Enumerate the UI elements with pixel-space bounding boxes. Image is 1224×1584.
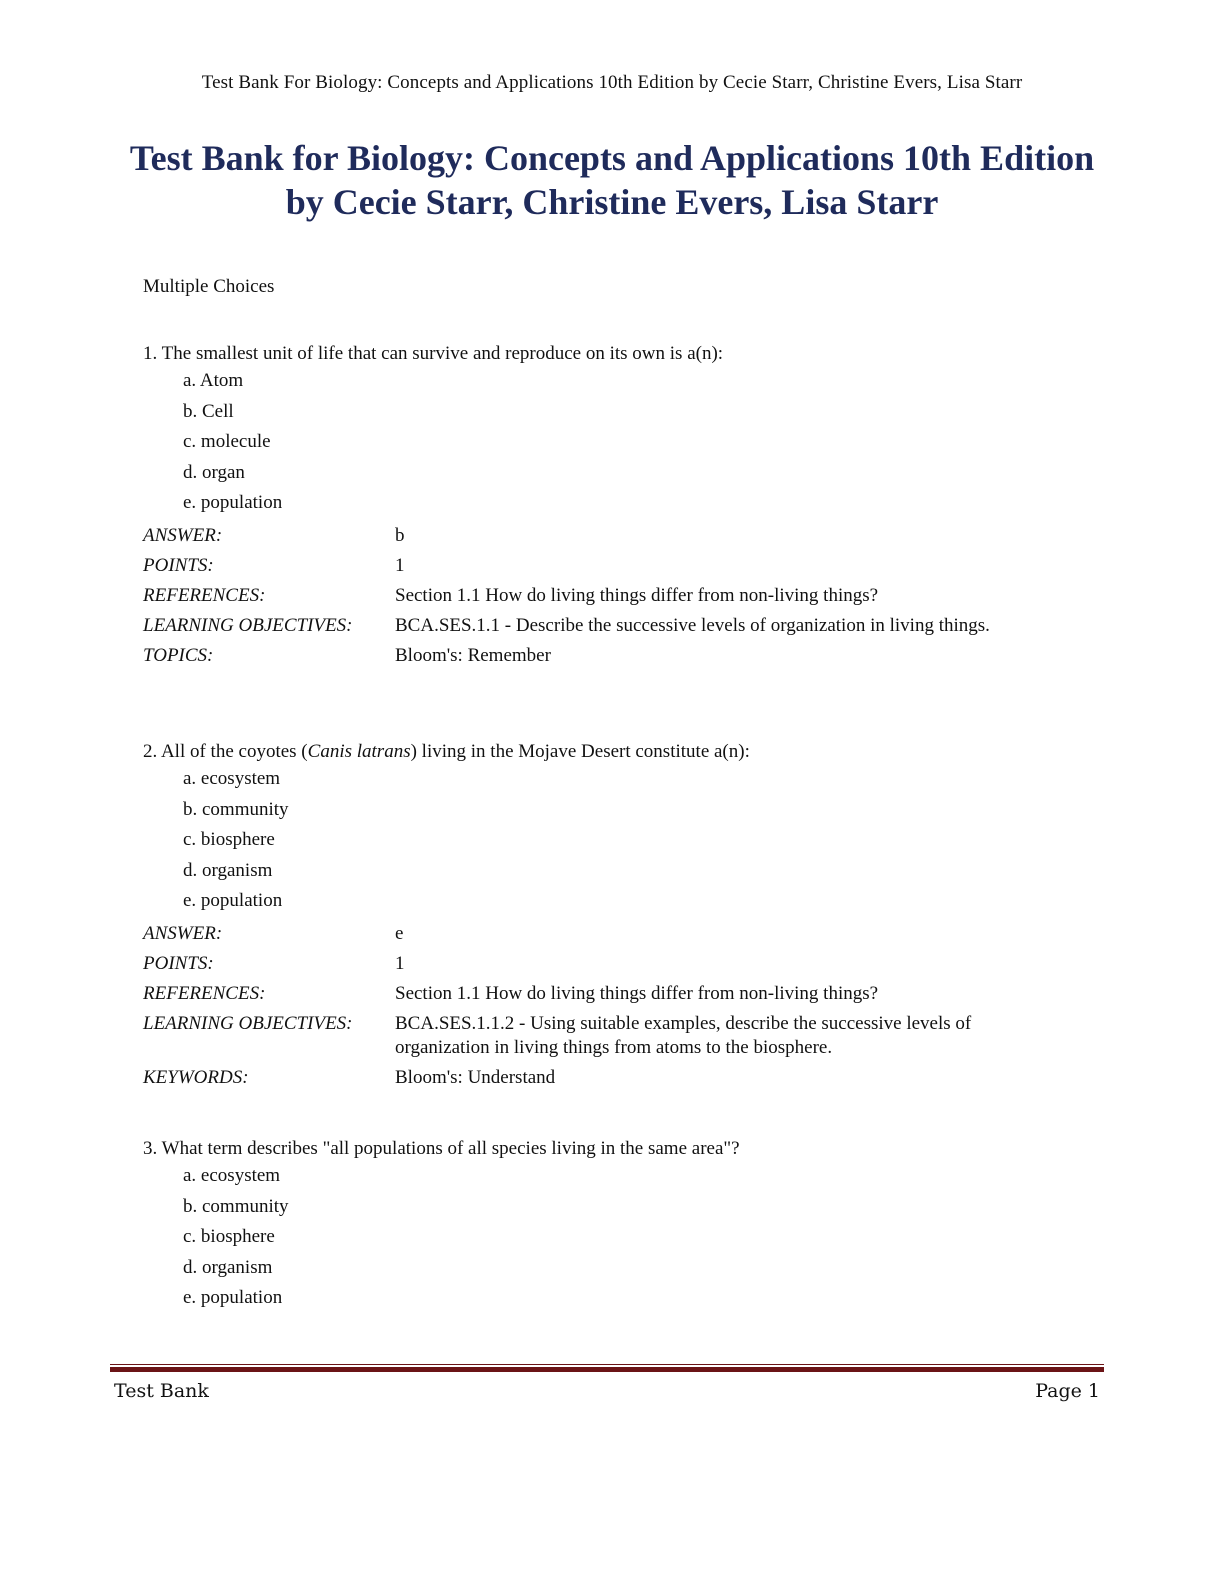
running-header: Test Bank For Biology: Concepts and Applications 10th Edition by Cecie Starr, Christine Evers, Lisa Starr [201,72,1023,93]
page-footer [114,1380,1100,1402]
meta-value: 1 [395,952,405,974]
question-stem: 3. What term describes "all populations of all species living in the same area"? [143,1138,740,1159]
meta-row-answer [143,922,1065,946]
choice-c: c. biosphere [183,1226,275,1248]
meta-row-keywords [143,1060,1065,1090]
species-name: Canis latrans [307,741,411,762]
footer-divider-thick [110,1367,1104,1372]
question-stem: 1. The smallest unit of life that can survive and reproduce on its own is a(n): [143,343,724,364]
choice-d: d. organism [183,1256,273,1278]
meta-label: LEARNING OBJECTIVES: [143,1012,353,1034]
meta-value: Bloom's: Understand [395,1066,556,1088]
meta-row-learning-objectives [143,1006,1065,1060]
meta-row-references [143,976,1065,1006]
meta-label: TOPICS: [143,644,214,666]
question-metadata [143,922,1065,1090]
meta-value: b [395,524,405,546]
choice-b: b. community [183,798,289,820]
choice-b: b. community [183,1195,289,1217]
footer-divider [110,1364,1104,1372]
meta-value: BCA.SES.1.1.2 - Using suitable examples, describe the successive levels of organization in living things from atoms to the biosphere. [395,1012,972,1058]
section-heading: Multiple Choices [143,276,275,297]
meta-row-points [143,548,1065,578]
meta-row-references [143,578,1065,608]
meta-label: ANSWER: [143,922,223,944]
choice-a: a. Atom [183,370,244,391]
document-title [60,136,1164,224]
meta-value: 1 [395,554,405,576]
meta-label: KEYWORDS: [143,1066,249,1088]
meta-value: Section 1.1 How do living things differ from non-living things? [395,982,879,1004]
choice-a: a. ecosystem [183,1165,281,1186]
document-title-line-2: by Cecie Starr, Christine Evers, Lisa Starr [285,182,939,222]
choice-c: c. molecule [183,431,271,453]
question-3 [143,1137,1083,1314]
footer-divider-thin [110,1364,1104,1365]
meta-row-learning-objectives [143,608,1065,638]
meta-label: POINTS: [143,952,214,974]
meta-value: e [395,922,404,944]
choice-a: a. ecosystem [183,768,281,789]
document-title-line-1: Test Bank for Biology: Concepts and Applications 10th Edition [129,138,1095,178]
choice-d: d. organism [183,859,273,881]
page-number: Page 1 [1035,1380,1100,1402]
choice-e: e. population [183,890,283,912]
choice-b: b. Cell [183,400,234,422]
question-metadata [143,524,1065,668]
meta-row-topics [143,638,1065,668]
question-stem-start: 2. All of the coyotes ( [143,741,308,762]
meta-label: POINTS: [143,554,214,576]
meta-label: LEARNING OBJECTIVES: [143,614,353,636]
meta-row-points [143,946,1065,976]
question-2 [143,740,1083,1090]
choice-list [143,366,1083,519]
meta-value: Section 1.1 How do living things differ from non-living things? [395,584,879,606]
meta-row-answer [143,524,1065,548]
choice-e: e. population [183,1287,283,1309]
question-1 [143,342,1083,668]
choice-d: d. organ [183,461,245,483]
meta-value: Bloom's: Remember [395,644,551,666]
meta-label: REFERENCES: [143,982,266,1004]
footer-left-text: Test Bank [114,1380,209,1402]
meta-label: REFERENCES: [143,584,266,606]
choice-e: e. population [183,492,283,514]
choice-list [143,764,1083,917]
question-stem-end: ) living in the Mojave Desert constitute a(n): [410,741,750,762]
choice-list [143,1161,1083,1314]
choice-c: c. biosphere [183,829,275,851]
meta-label: ANSWER: [143,524,223,546]
question-stem [143,740,1083,764]
meta-value: BCA.SES.1.1 - Describe the successive levels of organization in living things. [395,614,990,636]
